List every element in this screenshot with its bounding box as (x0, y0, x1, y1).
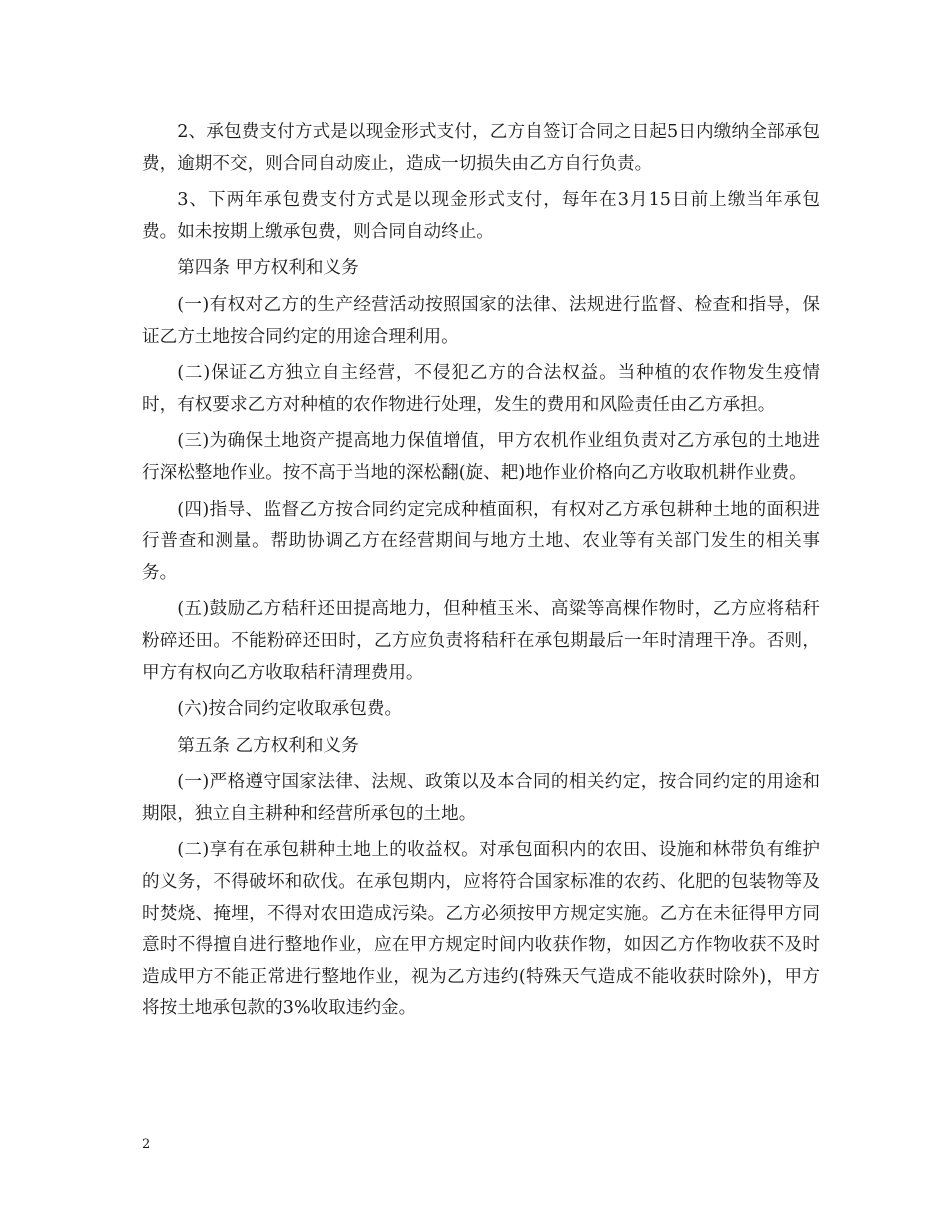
section-heading-article-4: 第四条 甲方权利和义务 (177, 258, 359, 279)
paragraph-party-a-item-2: (二)保证乙方独立自主经营，不侵犯乙方的合法权益。当种植的农作物发生疫情时，有权要求乙方对种植的农作物进行处理，发生的费用和风险责任由乙方承担。 (142, 363, 820, 415)
paragraph-party-a-item-3: (三)为确保土地资产提高地力保值增值，甲方农机作业组负责对乙方承包的土地进行深松整地作业。按不高于当地的深松翻(旋、耙)地作业价格向乙方收取机耕作业费。 (142, 431, 820, 483)
paragraph-payment-method: 2、承包费支付方式是以现金形式支付，乙方自签订合同之日起5日内缴纳全部承包费，逾期不交，则合同自动废止，造成一切损失由乙方自行负责。 (142, 122, 820, 174)
paragraph-party-a-item-6: (六)按合同约定收取承包费。 (177, 699, 403, 720)
document-body (142, 117, 820, 1030)
paragraph-party-b-item-1: (一)严格遵守国家法律、法规、政策以及本合同的相关约定，按合同约定的用途和期限，独立自主耕种和经营所承包的土地。 (142, 772, 820, 824)
paragraph-party-b-item-2: (二)享有在承包耕种土地上的收益权。对承包面积内的农田、设施和林带负有维护的义务，不得破坏和砍伐。在承包期内，应将符合国家标准的农药、化肥的包装物等及时焚烧、掩埋，不得对农田造成污染。乙方必须按甲方规定实施。乙方在未征得甲方同意时不得擅自进行整地作业，应在甲方规定时间内收获作物，如因乙方作物收获不及时造成甲方不能正常进行整地作业，视为乙方违约(特殊天气造成不能收获时除外)，甲方将按土地承包款的3%收取违约金。 (142, 840, 820, 1019)
paragraph-party-a-item-1: (一)有权对乙方的生产经营活动按照国家的法律、法规进行监督、检查和指导，保证乙方土地按合同约定的用途合理利用。 (142, 294, 820, 347)
paragraph-annual-payment: 3、下两年承包费支付方式是以现金形式支付，每年在3月15日前上缴当年承包费。如未按期上缴承包费，则合同自动终止。 (142, 190, 820, 242)
paragraph-party-a-item-4: (四)指导、监督乙方按合同约定完成种植面积，有权对乙方承包耕种土地的面积进行普查和测量。帮助协调乙方在经营期间与地方土地、农业等有关部门发生的相关事务。 (142, 499, 820, 583)
section-heading-article-5: 第五条 乙方权利和义务 (177, 735, 359, 756)
page-number: 2 (142, 1137, 151, 1152)
paragraph-party-a-item-5: (五)鼓励乙方秸秆还田提高地力，但种植玉米、高粱等高棵作物时，乙方应将秸秆粉碎还田。不能粉碎还田时，乙方应负责将秸秆在承包期最后一年时清理干净。否则，甲方有权向乙方收取秸秆清理费用。 (142, 599, 820, 683)
